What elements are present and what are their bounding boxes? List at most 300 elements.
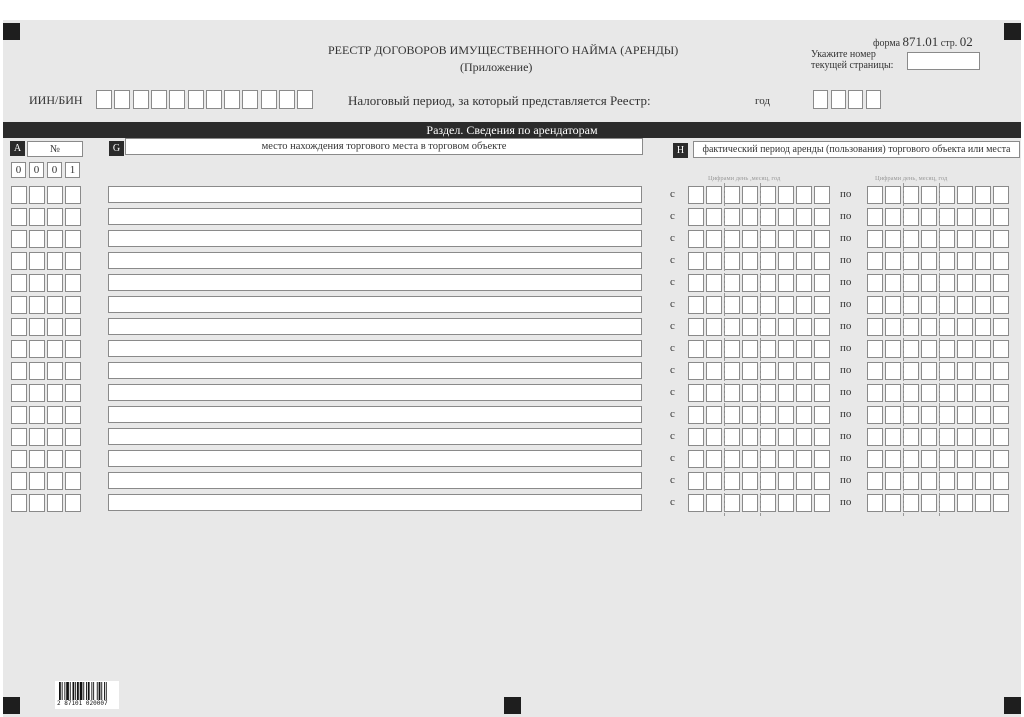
from-date-cell[interactable] [814, 384, 830, 402]
row-number-cell[interactable] [29, 208, 45, 226]
row-number-cell[interactable] [47, 318, 63, 336]
location-field[interactable] [108, 450, 642, 467]
to-date-cell[interactable] [885, 252, 901, 270]
from-date-cell[interactable] [742, 362, 758, 380]
from-date-cell[interactable] [796, 428, 812, 446]
row-number-cell[interactable] [29, 494, 45, 512]
from-date-cell[interactable] [688, 274, 704, 292]
from-date-cell[interactable] [760, 208, 776, 226]
row-number-cell[interactable] [11, 318, 27, 336]
from-date-cell[interactable] [688, 428, 704, 446]
to-date-cell[interactable] [867, 428, 883, 446]
iin-digit-cell[interactable] [151, 90, 167, 109]
row-number-cell[interactable] [29, 186, 45, 204]
from-date-cell[interactable] [742, 406, 758, 424]
from-date-cell[interactable] [778, 428, 794, 446]
from-date-cell[interactable] [724, 318, 740, 336]
row-number-cell[interactable] [65, 428, 81, 446]
from-date-cell[interactable] [724, 230, 740, 248]
to-date-cell[interactable] [957, 340, 973, 358]
to-date-cell[interactable] [975, 472, 991, 490]
to-date-cell[interactable] [885, 208, 901, 226]
row-number-cell[interactable] [29, 340, 45, 358]
to-date-cell[interactable] [885, 296, 901, 314]
to-date-cell[interactable] [939, 406, 955, 424]
to-date-cell[interactable] [885, 428, 901, 446]
to-date-cell[interactable] [957, 472, 973, 490]
to-date-cell[interactable] [975, 274, 991, 292]
to-date-cell[interactable] [921, 472, 937, 490]
to-date-cell[interactable] [957, 274, 973, 292]
row-number-cell[interactable] [65, 274, 81, 292]
to-date-cell[interactable] [957, 428, 973, 446]
from-date-cell[interactable] [814, 494, 830, 512]
from-date-cell[interactable] [778, 208, 794, 226]
from-date-cell[interactable] [688, 494, 704, 512]
from-date-cell[interactable] [760, 494, 776, 512]
to-date-cell[interactable] [867, 186, 883, 204]
from-date-cell[interactable] [742, 208, 758, 226]
row-number-cell[interactable] [11, 472, 27, 490]
from-date-cell[interactable] [688, 252, 704, 270]
from-date-cell[interactable] [742, 252, 758, 270]
to-date-cell[interactable] [957, 186, 973, 204]
row-number-cell[interactable] [65, 450, 81, 468]
from-date-cell[interactable] [706, 296, 722, 314]
from-date-cell[interactable] [814, 362, 830, 380]
to-date-cell[interactable] [975, 494, 991, 512]
from-date-cell[interactable] [688, 230, 704, 248]
from-date-cell[interactable] [724, 450, 740, 468]
from-date-cell[interactable] [688, 384, 704, 402]
to-date-cell[interactable] [921, 450, 937, 468]
to-date-cell[interactable] [903, 384, 919, 402]
location-field[interactable] [108, 472, 642, 489]
from-date-cell[interactable] [760, 252, 776, 270]
row-number-cell[interactable] [47, 494, 63, 512]
to-date-cell[interactable] [867, 384, 883, 402]
from-date-cell[interactable] [796, 340, 812, 358]
row-number-cell[interactable] [29, 406, 45, 424]
from-date-cell[interactable] [742, 384, 758, 402]
to-date-cell[interactable] [993, 186, 1009, 204]
to-date-cell[interactable] [957, 296, 973, 314]
to-date-cell[interactable] [921, 494, 937, 512]
row-number-cell[interactable] [11, 428, 27, 446]
from-date-cell[interactable] [814, 318, 830, 336]
row-number-cell[interactable] [11, 406, 27, 424]
row-number-cell[interactable] [11, 494, 27, 512]
to-date-cell[interactable] [993, 274, 1009, 292]
current-page-input[interactable] [907, 52, 980, 70]
from-date-cell[interactable] [724, 340, 740, 358]
row-number-cell[interactable] [29, 274, 45, 292]
from-date-cell[interactable] [688, 186, 704, 204]
to-date-cell[interactable] [957, 406, 973, 424]
row-number-cell[interactable] [29, 296, 45, 314]
from-date-cell[interactable] [814, 450, 830, 468]
row-number-cell[interactable] [11, 384, 27, 402]
to-date-cell[interactable] [957, 252, 973, 270]
from-date-cell[interactable] [778, 450, 794, 468]
to-date-cell[interactable] [867, 494, 883, 512]
to-date-cell[interactable] [867, 406, 883, 424]
to-date-cell[interactable] [921, 384, 937, 402]
from-date-cell[interactable] [742, 230, 758, 248]
location-field[interactable] [108, 252, 642, 269]
to-date-cell[interactable] [885, 494, 901, 512]
to-date-cell[interactable] [939, 494, 955, 512]
row-number-cell[interactable] [47, 428, 63, 446]
location-field[interactable] [108, 362, 642, 379]
from-date-cell[interactable] [742, 472, 758, 490]
to-date-cell[interactable] [957, 494, 973, 512]
from-date-cell[interactable] [796, 208, 812, 226]
iin-digit-cell[interactable] [224, 90, 240, 109]
to-date-cell[interactable] [867, 450, 883, 468]
from-date-cell[interactable] [778, 362, 794, 380]
to-date-cell[interactable] [885, 318, 901, 336]
from-date-cell[interactable] [688, 362, 704, 380]
year-digit-cell[interactable] [848, 90, 863, 109]
row-number-cell[interactable] [65, 406, 81, 424]
from-date-cell[interactable] [742, 318, 758, 336]
iin-digit-cell[interactable] [279, 90, 295, 109]
to-date-cell[interactable] [903, 494, 919, 512]
to-date-cell[interactable] [939, 208, 955, 226]
to-date-cell[interactable] [939, 318, 955, 336]
location-field[interactable] [108, 318, 642, 335]
from-date-cell[interactable] [778, 252, 794, 270]
from-date-cell[interactable] [742, 450, 758, 468]
from-date-cell[interactable] [706, 428, 722, 446]
from-date-cell[interactable] [796, 318, 812, 336]
location-field[interactable] [108, 494, 642, 511]
from-date-cell[interactable] [742, 494, 758, 512]
to-date-cell[interactable] [921, 252, 937, 270]
from-date-cell[interactable] [796, 406, 812, 424]
to-date-cell[interactable] [939, 186, 955, 204]
from-date-cell[interactable] [742, 340, 758, 358]
from-date-cell[interactable] [760, 362, 776, 380]
to-date-cell[interactable] [921, 186, 937, 204]
from-date-cell[interactable] [724, 384, 740, 402]
from-date-cell[interactable] [778, 340, 794, 358]
to-date-cell[interactable] [903, 406, 919, 424]
from-date-cell[interactable] [760, 230, 776, 248]
to-date-cell[interactable] [993, 384, 1009, 402]
from-date-cell[interactable] [688, 406, 704, 424]
to-date-cell[interactable] [921, 274, 937, 292]
from-date-cell[interactable] [688, 450, 704, 468]
to-date-cell[interactable] [885, 230, 901, 248]
to-date-cell[interactable] [957, 362, 973, 380]
to-date-cell[interactable] [885, 472, 901, 490]
to-date-cell[interactable] [903, 362, 919, 380]
to-date-cell[interactable] [957, 318, 973, 336]
from-date-cell[interactable] [706, 406, 722, 424]
row-number-cell[interactable] [65, 252, 81, 270]
from-date-cell[interactable] [742, 296, 758, 314]
from-date-cell[interactable] [814, 428, 830, 446]
from-date-cell[interactable] [742, 274, 758, 292]
location-field[interactable] [108, 406, 642, 423]
to-date-cell[interactable] [939, 252, 955, 270]
to-date-cell[interactable] [867, 274, 883, 292]
to-date-cell[interactable] [957, 230, 973, 248]
from-date-cell[interactable] [742, 186, 758, 204]
iin-digit-cell[interactable] [242, 90, 258, 109]
from-date-cell[interactable] [814, 208, 830, 226]
location-field[interactable] [108, 340, 642, 357]
to-date-cell[interactable] [993, 428, 1009, 446]
from-date-cell[interactable] [706, 362, 722, 380]
to-date-cell[interactable] [993, 318, 1009, 336]
location-field[interactable] [108, 208, 642, 225]
to-date-cell[interactable] [975, 296, 991, 314]
iin-digit-cell[interactable] [169, 90, 185, 109]
from-date-cell[interactable] [706, 252, 722, 270]
row-number-cell[interactable] [29, 450, 45, 468]
to-date-cell[interactable] [939, 384, 955, 402]
row-number-cell[interactable] [47, 208, 63, 226]
to-date-cell[interactable] [939, 230, 955, 248]
to-date-cell[interactable] [867, 230, 883, 248]
from-date-cell[interactable] [724, 428, 740, 446]
to-date-cell[interactable] [939, 296, 955, 314]
to-date-cell[interactable] [903, 296, 919, 314]
from-date-cell[interactable] [796, 230, 812, 248]
to-date-cell[interactable] [975, 186, 991, 204]
from-date-cell[interactable] [778, 494, 794, 512]
row-number-cell[interactable] [65, 230, 81, 248]
to-date-cell[interactable] [885, 450, 901, 468]
to-date-cell[interactable] [939, 274, 955, 292]
from-date-cell[interactable] [814, 340, 830, 358]
to-date-cell[interactable] [885, 362, 901, 380]
to-date-cell[interactable] [939, 362, 955, 380]
from-date-cell[interactable] [688, 318, 704, 336]
from-date-cell[interactable] [724, 406, 740, 424]
from-date-cell[interactable] [760, 186, 776, 204]
iin-digit-cell[interactable] [261, 90, 277, 109]
from-date-cell[interactable] [778, 406, 794, 424]
row-number-cell[interactable] [11, 340, 27, 358]
from-date-cell[interactable] [760, 318, 776, 336]
to-date-cell[interactable] [957, 384, 973, 402]
to-date-cell[interactable] [903, 450, 919, 468]
iin-digit-cell[interactable] [96, 90, 112, 109]
to-date-cell[interactable] [993, 406, 1009, 424]
from-date-cell[interactable] [778, 186, 794, 204]
to-date-cell[interactable] [993, 494, 1009, 512]
to-date-cell[interactable] [975, 450, 991, 468]
row-number-cell[interactable] [47, 296, 63, 314]
from-date-cell[interactable] [724, 362, 740, 380]
from-date-cell[interactable] [724, 274, 740, 292]
from-date-cell[interactable] [706, 340, 722, 358]
from-date-cell[interactable] [724, 472, 740, 490]
from-date-cell[interactable] [778, 274, 794, 292]
row-number-cell[interactable] [11, 296, 27, 314]
from-date-cell[interactable] [796, 472, 812, 490]
to-date-cell[interactable] [921, 230, 937, 248]
to-date-cell[interactable] [957, 450, 973, 468]
to-date-cell[interactable] [975, 208, 991, 226]
from-date-cell[interactable] [706, 208, 722, 226]
row-number-cell[interactable] [29, 318, 45, 336]
row-number-cell[interactable] [47, 252, 63, 270]
to-date-cell[interactable] [885, 274, 901, 292]
to-date-cell[interactable] [921, 340, 937, 358]
to-date-cell[interactable] [867, 296, 883, 314]
from-date-cell[interactable] [724, 252, 740, 270]
to-date-cell[interactable] [867, 252, 883, 270]
year-digit-cell[interactable] [831, 90, 846, 109]
to-date-cell[interactable] [939, 472, 955, 490]
iin-digit-cell[interactable] [114, 90, 130, 109]
from-date-cell[interactable] [706, 186, 722, 204]
from-date-cell[interactable] [760, 340, 776, 358]
from-date-cell[interactable] [814, 296, 830, 314]
row-number-cell[interactable] [29, 428, 45, 446]
to-date-cell[interactable] [921, 362, 937, 380]
from-date-cell[interactable] [724, 296, 740, 314]
row-number-cell[interactable] [29, 252, 45, 270]
location-field[interactable] [108, 186, 642, 203]
row-number-cell[interactable] [47, 186, 63, 204]
from-date-cell[interactable] [688, 208, 704, 226]
from-date-cell[interactable] [706, 494, 722, 512]
to-date-cell[interactable] [975, 406, 991, 424]
to-date-cell[interactable] [903, 428, 919, 446]
from-date-cell[interactable] [814, 186, 830, 204]
to-date-cell[interactable] [993, 208, 1009, 226]
from-date-cell[interactable] [760, 296, 776, 314]
row-number-cell[interactable] [11, 252, 27, 270]
location-field[interactable] [108, 428, 642, 445]
from-date-cell[interactable] [760, 274, 776, 292]
to-date-cell[interactable] [867, 362, 883, 380]
row-number-cell[interactable] [47, 384, 63, 402]
from-date-cell[interactable] [778, 472, 794, 490]
from-date-cell[interactable] [760, 384, 776, 402]
to-date-cell[interactable] [903, 472, 919, 490]
from-date-cell[interactable] [706, 318, 722, 336]
from-date-cell[interactable] [742, 428, 758, 446]
row-number-cell[interactable] [65, 472, 81, 490]
to-date-cell[interactable] [903, 252, 919, 270]
from-date-cell[interactable] [724, 186, 740, 204]
from-date-cell[interactable] [796, 362, 812, 380]
row-number-cell[interactable] [47, 362, 63, 380]
to-date-cell[interactable] [993, 230, 1009, 248]
row-number-cell[interactable] [65, 186, 81, 204]
row-number-cell[interactable] [65, 362, 81, 380]
from-date-cell[interactable] [796, 494, 812, 512]
location-field[interactable] [108, 384, 642, 401]
row-number-cell[interactable] [47, 406, 63, 424]
iin-digit-cell[interactable] [188, 90, 204, 109]
row-number-cell[interactable] [65, 494, 81, 512]
row-number-cell[interactable] [29, 230, 45, 248]
to-date-cell[interactable] [885, 406, 901, 424]
to-date-cell[interactable] [975, 230, 991, 248]
from-date-cell[interactable] [814, 252, 830, 270]
from-date-cell[interactable] [760, 428, 776, 446]
row-number-cell[interactable] [47, 274, 63, 292]
iin-digit-cell[interactable] [206, 90, 222, 109]
to-date-cell[interactable] [903, 274, 919, 292]
from-date-cell[interactable] [796, 274, 812, 292]
from-date-cell[interactable] [706, 274, 722, 292]
from-date-cell[interactable] [778, 318, 794, 336]
from-date-cell[interactable] [796, 252, 812, 270]
from-date-cell[interactable] [796, 296, 812, 314]
row-number-cell[interactable] [47, 450, 63, 468]
row-number-cell[interactable] [47, 340, 63, 358]
to-date-cell[interactable] [993, 252, 1009, 270]
to-date-cell[interactable] [921, 296, 937, 314]
to-date-cell[interactable] [885, 186, 901, 204]
row-number-cell[interactable] [11, 450, 27, 468]
to-date-cell[interactable] [903, 230, 919, 248]
from-date-cell[interactable] [688, 340, 704, 358]
to-date-cell[interactable] [939, 340, 955, 358]
to-date-cell[interactable] [903, 340, 919, 358]
row-number-cell[interactable] [65, 318, 81, 336]
to-date-cell[interactable] [903, 318, 919, 336]
row-number-cell[interactable] [29, 384, 45, 402]
row-number-cell[interactable] [11, 186, 27, 204]
to-date-cell[interactable] [921, 318, 937, 336]
to-date-cell[interactable] [975, 428, 991, 446]
from-date-cell[interactable] [796, 186, 812, 204]
to-date-cell[interactable] [885, 384, 901, 402]
to-date-cell[interactable] [921, 208, 937, 226]
to-date-cell[interactable] [939, 428, 955, 446]
row-number-cell[interactable] [11, 230, 27, 248]
year-digit-cell[interactable] [866, 90, 881, 109]
to-date-cell[interactable] [867, 318, 883, 336]
to-date-cell[interactable] [993, 472, 1009, 490]
from-date-cell[interactable] [706, 230, 722, 248]
to-date-cell[interactable] [975, 362, 991, 380]
row-number-cell[interactable] [65, 340, 81, 358]
from-date-cell[interactable] [760, 472, 776, 490]
from-date-cell[interactable] [814, 406, 830, 424]
to-date-cell[interactable] [993, 450, 1009, 468]
location-field[interactable] [108, 296, 642, 313]
row-number-cell[interactable] [29, 472, 45, 490]
from-date-cell[interactable] [814, 274, 830, 292]
to-date-cell[interactable] [903, 186, 919, 204]
location-field[interactable] [108, 230, 642, 247]
from-date-cell[interactable] [778, 384, 794, 402]
to-date-cell[interactable] [975, 384, 991, 402]
to-date-cell[interactable] [993, 296, 1009, 314]
location-field[interactable] [108, 274, 642, 291]
iin-digit-cell[interactable] [297, 90, 313, 109]
year-digit-cell[interactable] [813, 90, 828, 109]
from-date-cell[interactable] [814, 472, 830, 490]
to-date-cell[interactable] [975, 252, 991, 270]
from-date-cell[interactable] [706, 384, 722, 402]
from-date-cell[interactable] [706, 450, 722, 468]
to-date-cell[interactable] [921, 428, 937, 446]
from-date-cell[interactable] [778, 296, 794, 314]
to-date-cell[interactable] [993, 340, 1009, 358]
